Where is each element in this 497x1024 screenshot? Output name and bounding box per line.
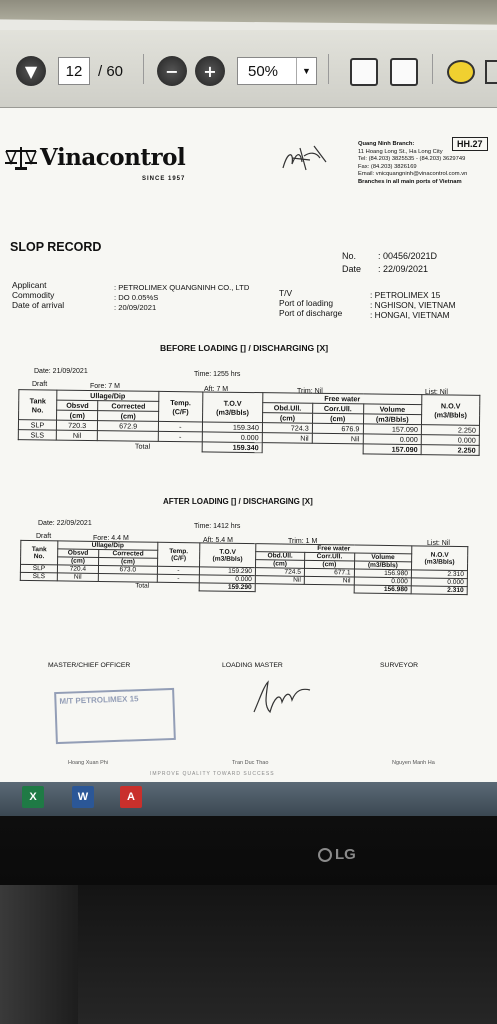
obsvd-cell: Nil — [56, 430, 98, 441]
before-draft: Draft — [32, 381, 48, 388]
document-code: HH.27 — [452, 137, 488, 151]
commodity-value: : DO 0.05%S — [114, 293, 159, 302]
th-temp: Temp. (C/F) — [157, 542, 199, 567]
toolbar-overflow-icon[interactable] — [485, 60, 497, 84]
th-tov: T.O.V (m3/Bbls) — [199, 543, 255, 568]
th-unit: (cm) — [98, 557, 157, 566]
toolbar-divider — [143, 54, 144, 84]
after-ullage-table — [20, 540, 469, 595]
vessel-value: : PETROLIMEX 15 — [370, 290, 441, 300]
company-logo — [4, 144, 185, 171]
zoom-select[interactable] — [237, 57, 317, 85]
obd-cell: Nil — [262, 433, 312, 444]
port-loading-value: : NGHISON, VIETNAM — [370, 300, 456, 310]
nov-cell: 0.000 — [421, 435, 479, 446]
tank-cell: SLP — [20, 564, 57, 573]
temp-cell: - — [157, 566, 199, 575]
header-signature — [280, 140, 330, 176]
tank-cell: SLP — [18, 420, 56, 430]
total-tov: 159.290 — [199, 583, 255, 592]
th-obd: Obd.Ull. — [263, 403, 313, 414]
th-unit: (cm) — [304, 560, 354, 569]
company-name: Vinacontrol — [40, 144, 186, 171]
th-unit: (m3/Bbls) — [363, 414, 422, 425]
toolbar-divider — [432, 54, 433, 84]
corrected-cell: 673.0 — [98, 565, 157, 574]
th-nov: N.O.V (m3/Bbls) — [411, 546, 467, 571]
th-tank: Tank No. — [21, 540, 58, 565]
loading-master-signature — [250, 678, 314, 718]
total-nov: 2.250 — [421, 445, 479, 456]
fit-width-icon[interactable] — [390, 58, 418, 86]
before-aft: Aft: 7 M — [204, 386, 229, 393]
record-no-value: : 00456/2021D — [378, 251, 438, 261]
word-icon[interactable]: W — [72, 786, 94, 808]
record-date-value: : 22/09/2021 — [378, 264, 429, 274]
nov-cell: 2.310 — [411, 570, 467, 579]
loading-master-label: LOADING MASTER — [222, 662, 283, 669]
th-temp: Temp. (C/F) — [158, 391, 202, 422]
th-free-water: Free water — [256, 544, 412, 554]
tov-cell: 159.290 — [199, 567, 255, 576]
temp-cell: - — [157, 574, 199, 583]
chevron-down-icon[interactable]: ▼ — [296, 58, 316, 84]
tank-cell: SLS — [20, 572, 57, 581]
th-unit: (cm) — [58, 557, 99, 566]
port-loading-label: Port of loading — [279, 298, 334, 308]
excel-icon[interactable]: X — [22, 786, 44, 808]
info-labels-right — [279, 288, 342, 318]
th-unit: (cm) — [255, 560, 304, 569]
th-corr: Corr.Ull. — [305, 552, 355, 561]
obd-cell: Nil — [255, 576, 304, 585]
vessel-label: T/V — [279, 288, 293, 298]
before-ullage-table — [18, 389, 481, 456]
obsvd-cell: Nil — [57, 573, 98, 582]
obd-cell: 724.3 — [262, 423, 312, 434]
corr-cell: Nil — [312, 433, 363, 444]
branch-line: Email: vnicquangninh@vinacontrol.com.vn — [358, 171, 468, 178]
info-labels-left — [12, 280, 64, 310]
obd-cell: 724.5 — [255, 568, 304, 577]
arrival-label: Date of arrival — [12, 300, 65, 310]
zoom-value: 50% — [248, 62, 279, 80]
after-date: Date: 22/09/2021 — [38, 520, 92, 527]
arrow-down-icon[interactable]: ▼ — [16, 56, 46, 86]
th-corrected: Corrected — [98, 549, 157, 558]
minus-icon[interactable]: − — [157, 56, 187, 86]
before-time: Time: 1255 hrs — [194, 371, 241, 378]
tov-cell: 159.340 — [202, 422, 262, 433]
applicant-value: : PETROLIMEX QUANGNINH CO., LTD — [114, 283, 250, 292]
total-tov: 159.340 — [202, 442, 262, 453]
company-since: SINCE 1957 — [142, 176, 186, 182]
record-no-label: No. — [342, 251, 357, 261]
before-date: Date: 21/09/2021 — [34, 368, 88, 375]
record-title: SLOP RECORD — [10, 240, 102, 254]
empty-cell — [262, 443, 363, 454]
monitor-brand — [318, 846, 356, 863]
corr-cell: 676.9 — [312, 423, 363, 434]
branch-contact — [358, 141, 467, 187]
master-label: MASTER/CHIEF OFFICER — [48, 662, 131, 669]
branch-line: Fax: (84.203) 3826169 — [358, 163, 417, 170]
after-draft: Draft — [36, 533, 52, 540]
temp-cell: - — [158, 421, 202, 432]
after-heading: AFTER LOADING [] / DISCHARGING [X] — [163, 497, 313, 506]
pdf-toolbar — [0, 30, 497, 108]
temp-cell: - — [158, 431, 202, 442]
before-heading: BEFORE LOADING [] / DISCHARGING [X] — [160, 343, 329, 353]
th-corrected: Corrected — [98, 401, 159, 412]
tank-cell: SLS — [18, 430, 56, 440]
pdf-icon[interactable]: A — [120, 786, 142, 808]
info-values-right — [370, 290, 456, 320]
page-total: / 60 — [98, 63, 124, 80]
arrival-value: : 20/09/2021 — [114, 303, 157, 312]
comment-icon[interactable] — [447, 60, 475, 84]
tov-cell: 0.000 — [199, 575, 255, 584]
lg-logo-icon — [318, 848, 332, 862]
plus-icon[interactable]: + — [195, 56, 225, 86]
page-number-input[interactable]: 12 — [58, 57, 90, 85]
th-obsvd: Obsvd — [57, 400, 99, 411]
corrected-cell: 672.9 — [98, 421, 159, 432]
th-obsvd: Obsvd — [58, 549, 99, 558]
branch-line: Tel: (84.203) 3825535 - (84.203) 3629749 — [358, 156, 466, 163]
info-values-left — [114, 283, 249, 313]
th-tov: T.O.V (m3/Bbls) — [202, 392, 262, 423]
after-fore: Fore: 4.4 M — [93, 535, 129, 542]
th-unit: (cm) — [57, 410, 99, 421]
footer-motto: IMPROVE QUALITY TOWARD SUCCESS — [150, 771, 275, 777]
scale-icon — [4, 145, 38, 171]
th-tank: Tank No. — [19, 390, 57, 420]
corr-cell: Nil — [304, 576, 354, 585]
total-volume: 157.090 — [363, 444, 422, 455]
loading-master-name: Tran Duc Thao — [232, 760, 269, 766]
th-corr: Corr.Ull. — [312, 403, 363, 414]
obsvd-cell: 720.3 — [56, 420, 98, 431]
empty-cell — [158, 441, 202, 452]
after-aft: Aft: 5.4 M — [203, 537, 233, 544]
th-unit: (m3/Bbls) — [354, 561, 411, 570]
after-time: Time: 1412 hrs — [194, 523, 241, 530]
brand-text: LG — [335, 846, 356, 863]
desk-edge — [0, 885, 78, 1024]
before-trim: Trim: Nil — [297, 388, 323, 395]
after-list: List: Nil — [427, 540, 450, 547]
th-unit: (cm) — [312, 413, 363, 424]
surveyor-label: SURVEYOR — [380, 662, 419, 669]
master-name: Hoang Xuan Phi — [68, 760, 109, 766]
branch-line: 11 Hoang Long St., Ha Long City — [358, 148, 443, 155]
total-nov: 2.310 — [411, 586, 467, 595]
after-trim: Trim: 1 M — [288, 538, 318, 545]
volume-cell: 157.090 — [363, 424, 422, 435]
nov-cell: 2.250 — [421, 425, 479, 436]
nov-cell: 0.000 — [411, 578, 467, 587]
applicant-label: Applicant — [12, 280, 47, 290]
surveyor-name: Nguyen Manh Ha — [392, 760, 435, 766]
obsvd-cell: 720.4 — [57, 565, 98, 574]
th-ullage: Ullage/Dip — [58, 541, 158, 550]
corr-cell: 677.1 — [304, 568, 354, 577]
total-volume: 156.980 — [354, 585, 411, 594]
total-label: Total — [135, 582, 150, 590]
th-ullage: Ullage/Dip — [57, 390, 159, 401]
volume-cell: 0.000 — [363, 434, 422, 445]
fit-page-icon[interactable] — [350, 58, 378, 86]
port-discharge-label: Port of discharge — [279, 308, 343, 318]
volume-cell: 0.000 — [354, 577, 411, 586]
record-date-label: Date — [342, 264, 362, 274]
branch-line: Quang Ninh Branch: — [358, 141, 415, 147]
toolbar-divider — [328, 54, 329, 84]
before-list: List: Nil — [425, 389, 448, 396]
taskbar — [0, 782, 497, 816]
before-fore: Fore: 7 M — [90, 383, 120, 390]
th-volume: Volume — [363, 404, 422, 415]
tov-cell: 0.000 — [202, 432, 262, 443]
th-volume: Volume — [354, 553, 411, 562]
total-label: Total — [134, 441, 151, 452]
port-discharge-value: : HONGAI, VIETNAM — [370, 310, 450, 320]
th-free-water: Free water — [263, 393, 422, 405]
commodity-label: Commodity — [12, 290, 55, 300]
empty-cell — [255, 584, 354, 593]
th-unit: (cm) — [262, 413, 312, 424]
th-unit: (cm) — [98, 411, 159, 422]
th-nov: N.O.V (m3/Bbls) — [421, 395, 479, 426]
volume-cell: 156.980 — [354, 569, 411, 578]
th-obd: Obd.Ull. — [256, 552, 305, 561]
vessel-stamp: M/T PETROLIMEX 15 — [54, 688, 176, 744]
branch-line: Branches in all main ports of Vietnam — [358, 178, 462, 185]
empty-cell — [157, 582, 199, 591]
